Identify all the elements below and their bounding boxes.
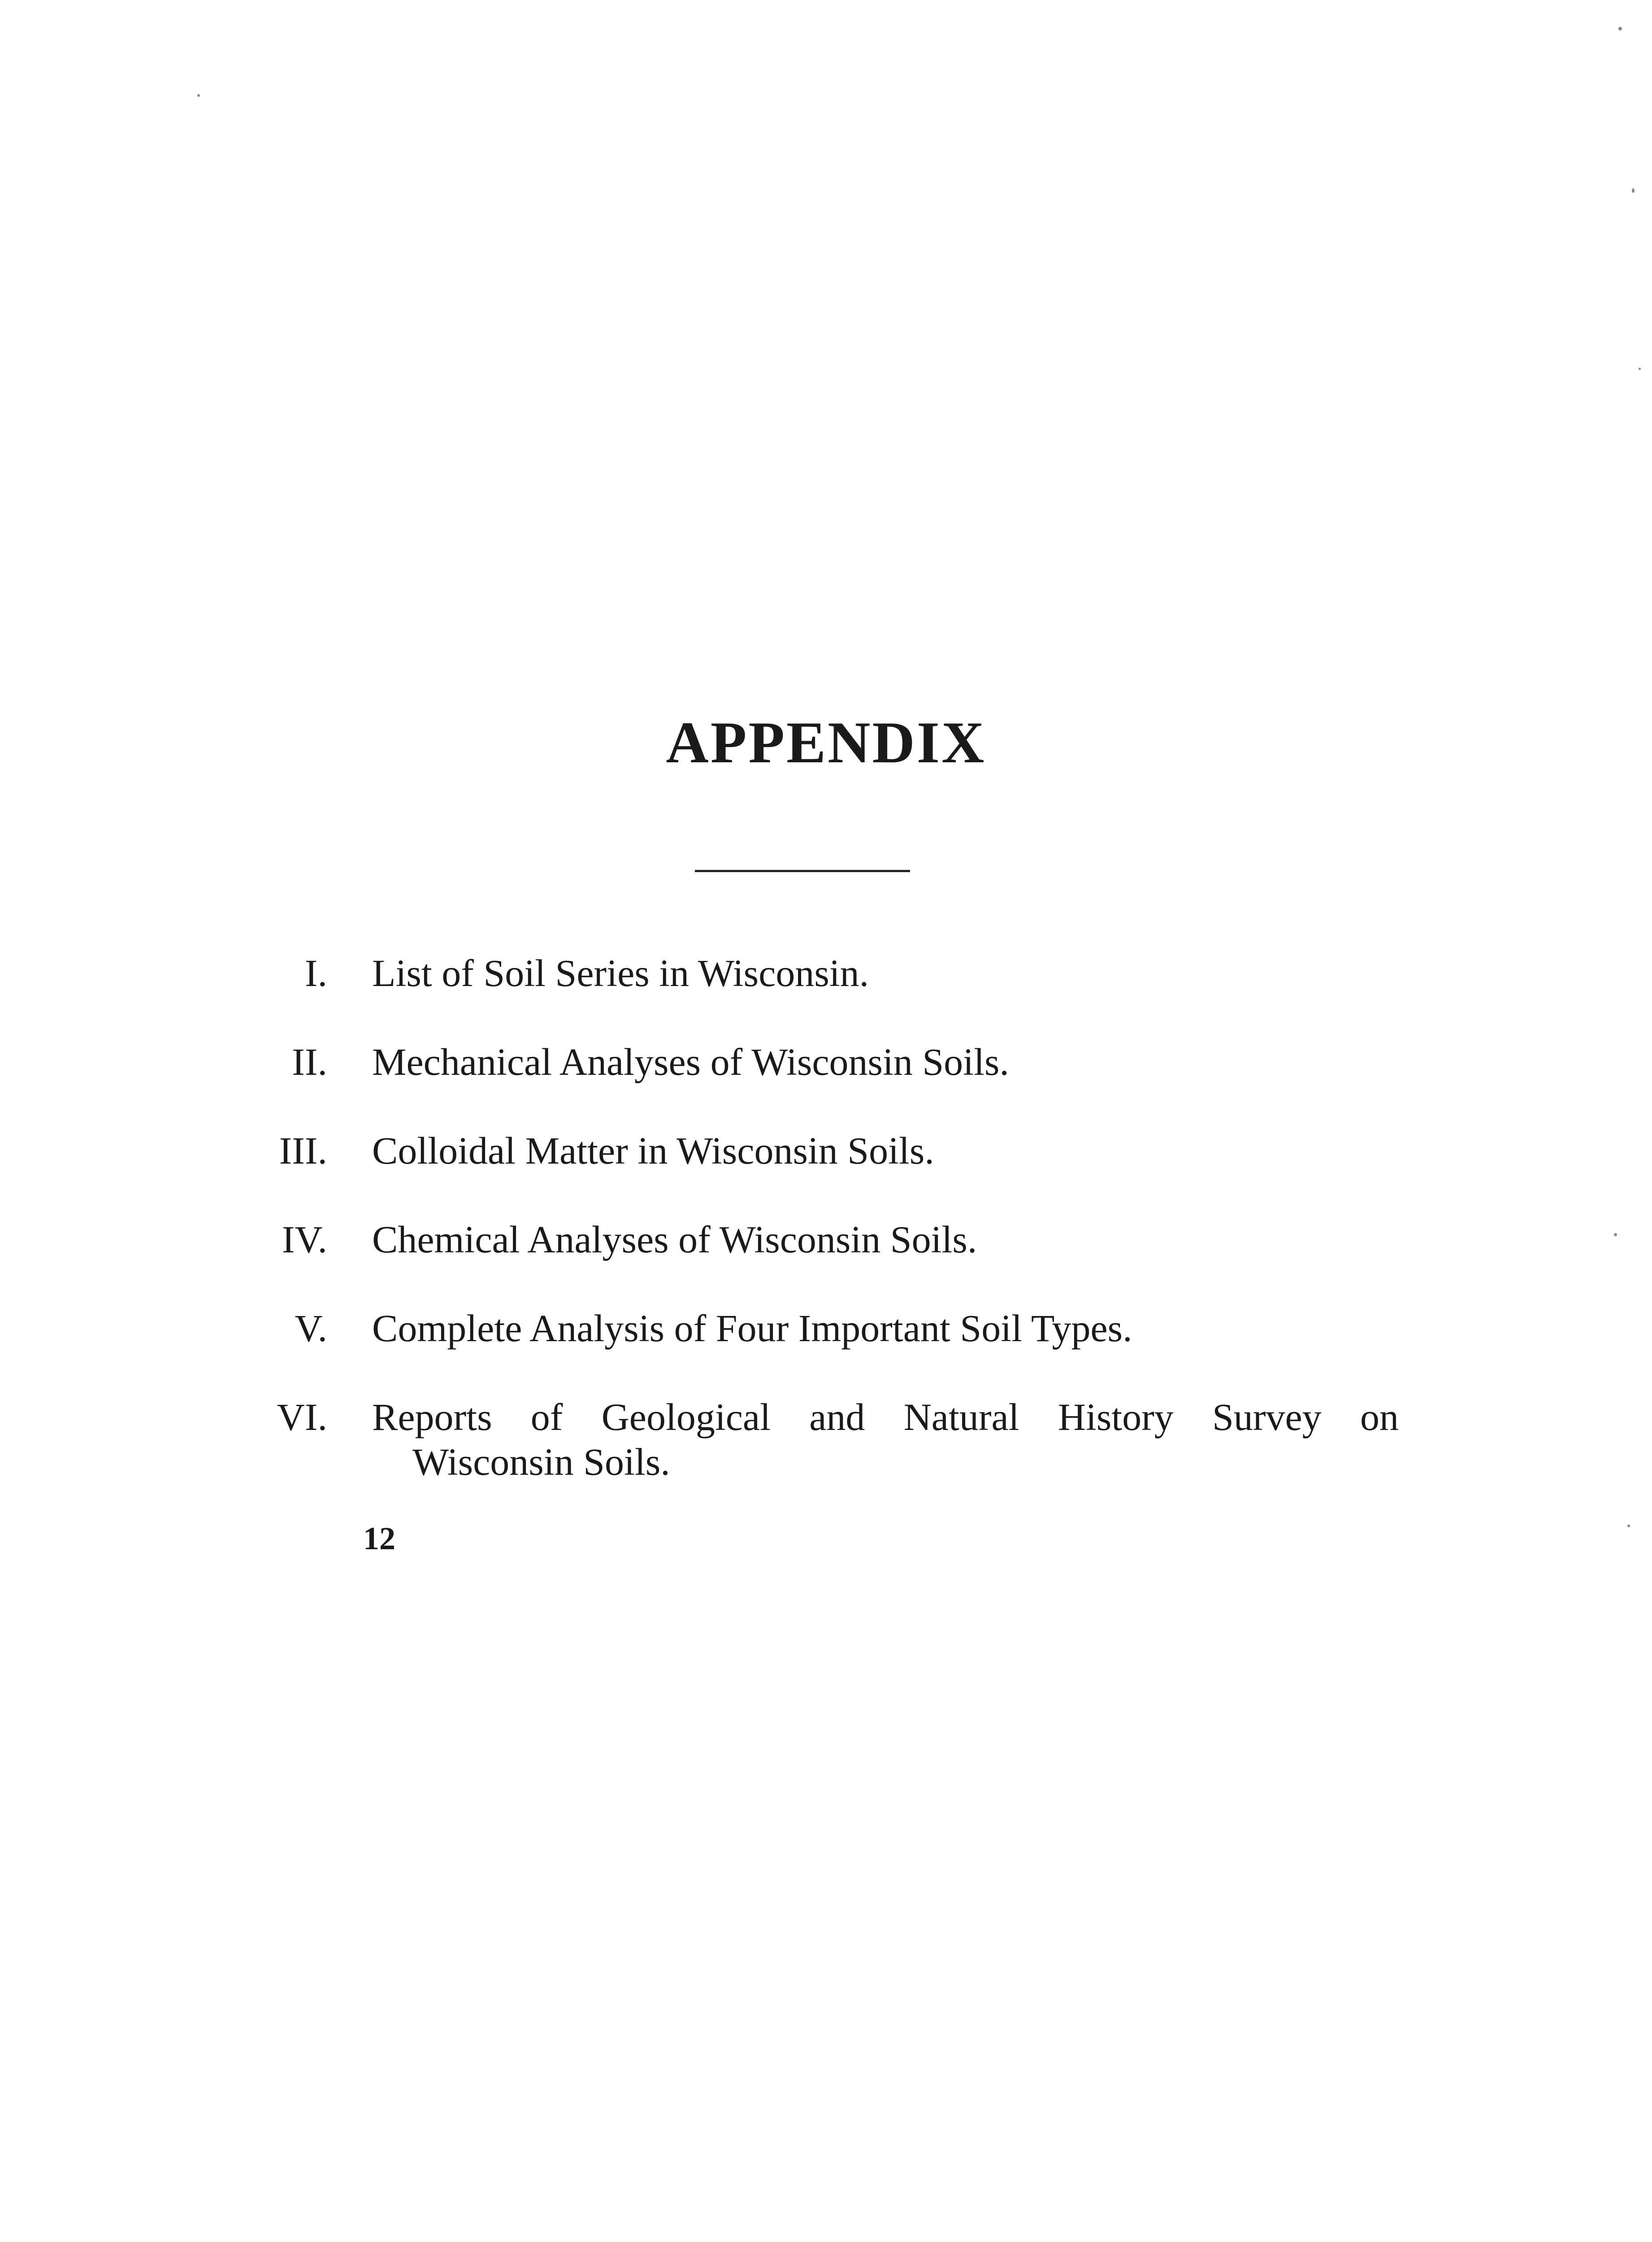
- page-title: APPENDIX: [666, 709, 986, 775]
- entry-numeral: IV.: [282, 1218, 327, 1261]
- scan-speck: [1632, 188, 1635, 193]
- scan-speck: [1614, 1233, 1617, 1236]
- scan-speck: [197, 94, 200, 97]
- scan-speck: [1618, 27, 1622, 30]
- entry-text: Mechanical Analyses of Wisconsin Soils.: [372, 1040, 1009, 1083]
- entry-numeral: II.: [292, 1040, 327, 1083]
- entry-text: Complete Analysis of Four Important Soil Types.: [372, 1307, 1132, 1350]
- entry-text-line: Reports of Geological and Natural History Survey on: [372, 1395, 1399, 1438]
- scan-speck: [1639, 368, 1641, 370]
- entry-text: Colloidal Matter in Wisconsin Soils.: [372, 1129, 934, 1172]
- entry-numeral: V.: [295, 1307, 327, 1350]
- entry-text: Chemical Analyses of Wisconsin Soils.: [372, 1218, 977, 1261]
- title-divider: [695, 870, 910, 872]
- entry-numeral: I.: [304, 952, 327, 995]
- entry-text: [372, 1395, 1399, 1484]
- entry-numeral: III.: [279, 1129, 327, 1172]
- entry-text-continuation: Wisconsin Soils.: [412, 1440, 670, 1483]
- scan-speck: [1627, 1525, 1630, 1527]
- entry-numeral: VI.: [277, 1395, 327, 1438]
- entry-text: List of Soil Series in Wisconsin.: [372, 952, 869, 995]
- page-number: 12: [363, 1521, 395, 1556]
